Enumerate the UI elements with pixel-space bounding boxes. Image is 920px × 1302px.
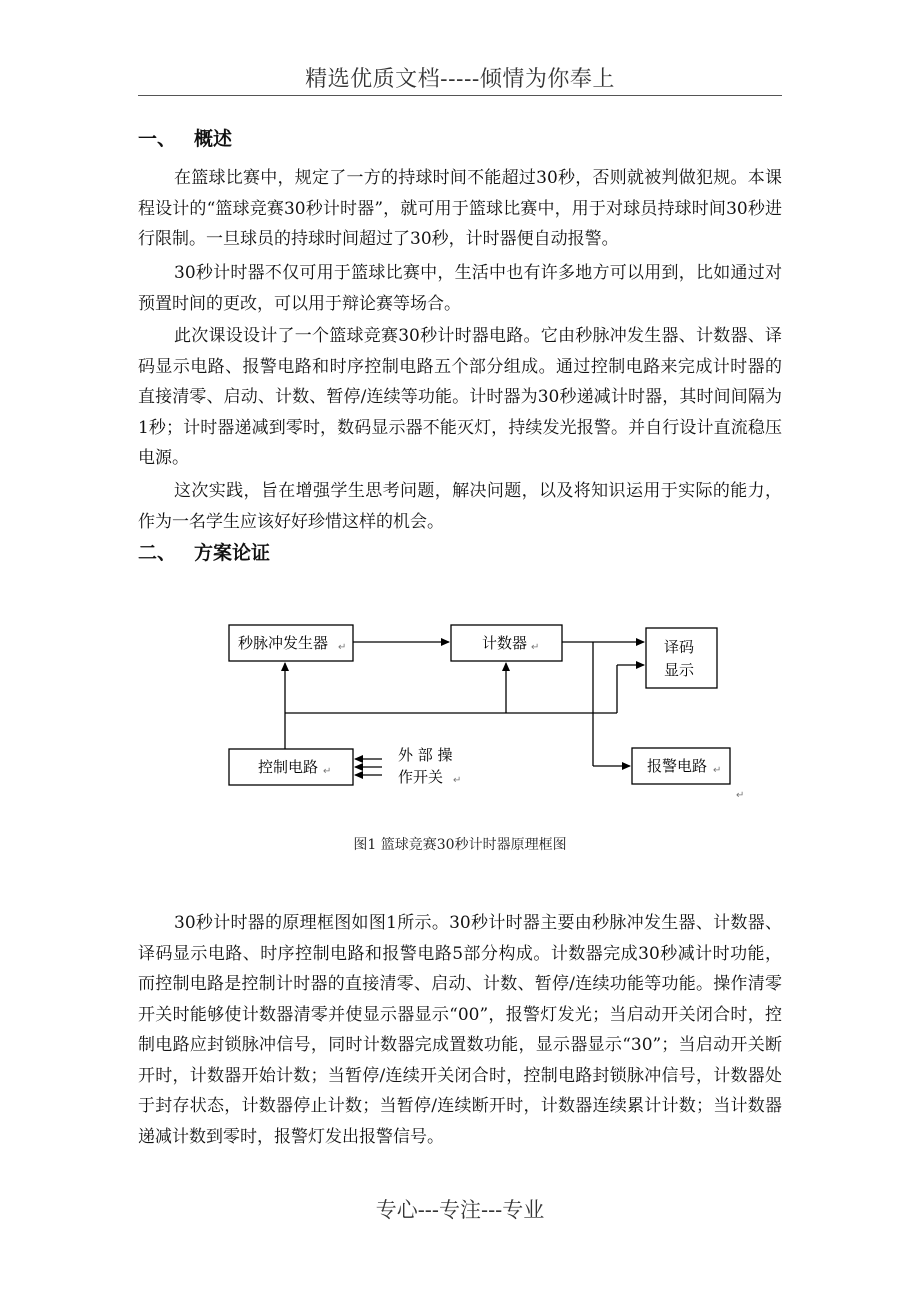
para-mark: ↵ xyxy=(736,790,745,801)
para-mark: ↵ xyxy=(453,775,462,786)
decoder-label-2: 显示 xyxy=(664,661,695,679)
alarm-label: 报警电路 xyxy=(647,757,708,775)
section-number: 一、 xyxy=(138,128,177,150)
page-header: 精选优质文档-----倾情为你奉上 xyxy=(305,67,615,92)
section-title: 概述 xyxy=(194,128,233,150)
control-label: 控制电路 xyxy=(258,758,319,776)
page-footer: 专心---专注---专业 xyxy=(375,1198,545,1222)
para-mark: ↵ xyxy=(323,766,332,777)
paragraph: 此次课设设计了一个篮球竞赛30秒计时器电路。它由秒脉冲发生器、计数器、译码显示电路、报警电路和时序控制电路五个部分组成。通过控制电路来完成计时器的直接清零、启动、计数、暂停/连续等功能。计时器为30秒递减计时器，其时间间隔为1秒；计时器递减到零时，数码显示器不能灭灯，持续发光报警。并自行设计直流稳压电源。 xyxy=(138,326,782,468)
paragraph: 这次实践，旨在增强学生思考问题，解决问题，以及将知识运用于实际的能力，作为一名学生应该好好珍惜这样的机会。 xyxy=(138,481,782,532)
figure-caption: 图1 篮球竞赛30秒计时器原理框图 xyxy=(353,837,567,853)
decoder-label-1: 译码 xyxy=(664,638,695,656)
paragraph: 在篮球比赛中，规定了一方的持球时间不能超过30秒，否则就被判做犯规。本课程设计的“篮球竞赛30秒计时器”，就可用于篮球比赛中，用于对球员持球时间30秒进行限制。一旦球员的持球时间超过了30秒，计时器便自动报警。 xyxy=(138,168,782,249)
para-mark: ↵ xyxy=(338,642,347,653)
section-title: 方案论证 xyxy=(194,542,271,564)
paragraph: 30秒计时器的原理框图如图1所示。30秒计时器主要由秒脉冲发生器、计数器、译码显示电路、时序控制电路和报警电路5部分构成。计数器完成30秒减计时功能，而控制电路是控制计时器的直接清零、启动、计数、暂停/连续功能等功能。操作清零开关时能够使计数器清零并使显示器显示“00”，报警灯发光；当启动开关闭合时，控制电路应封锁脉冲信号，同时计数器完成置数功能，显示器显示“30”；当启动开关断开时，计数器开始计数；当暂停/连续开关闭合时，控制电路封锁脉冲信号，计数器处于封存状态，计数器停止计数；当暂停/连续断开时，计数器连续累计计数；当计数器递减计数到零时，报警灯发出报警信号。 xyxy=(138,913,782,1147)
counter-label: 计数器 xyxy=(482,634,528,652)
pulse-generator-label: 秒脉冲发生器 xyxy=(238,634,329,652)
para-mark: ↵ xyxy=(531,642,540,653)
para-mark: ↵ xyxy=(713,765,722,776)
external-switch-label-2: 作开关 xyxy=(398,768,444,786)
decoder-display-box xyxy=(646,628,717,688)
paragraph: 30秒计时器不仅可用于篮球比赛中，生活中也有许多地方可以用到，比如通过对预置时间的更改，可以用于辩论赛等场合。 xyxy=(138,263,782,314)
section-number: 二、 xyxy=(138,542,177,564)
external-switch-label-1: 外 部 操 xyxy=(398,746,453,764)
